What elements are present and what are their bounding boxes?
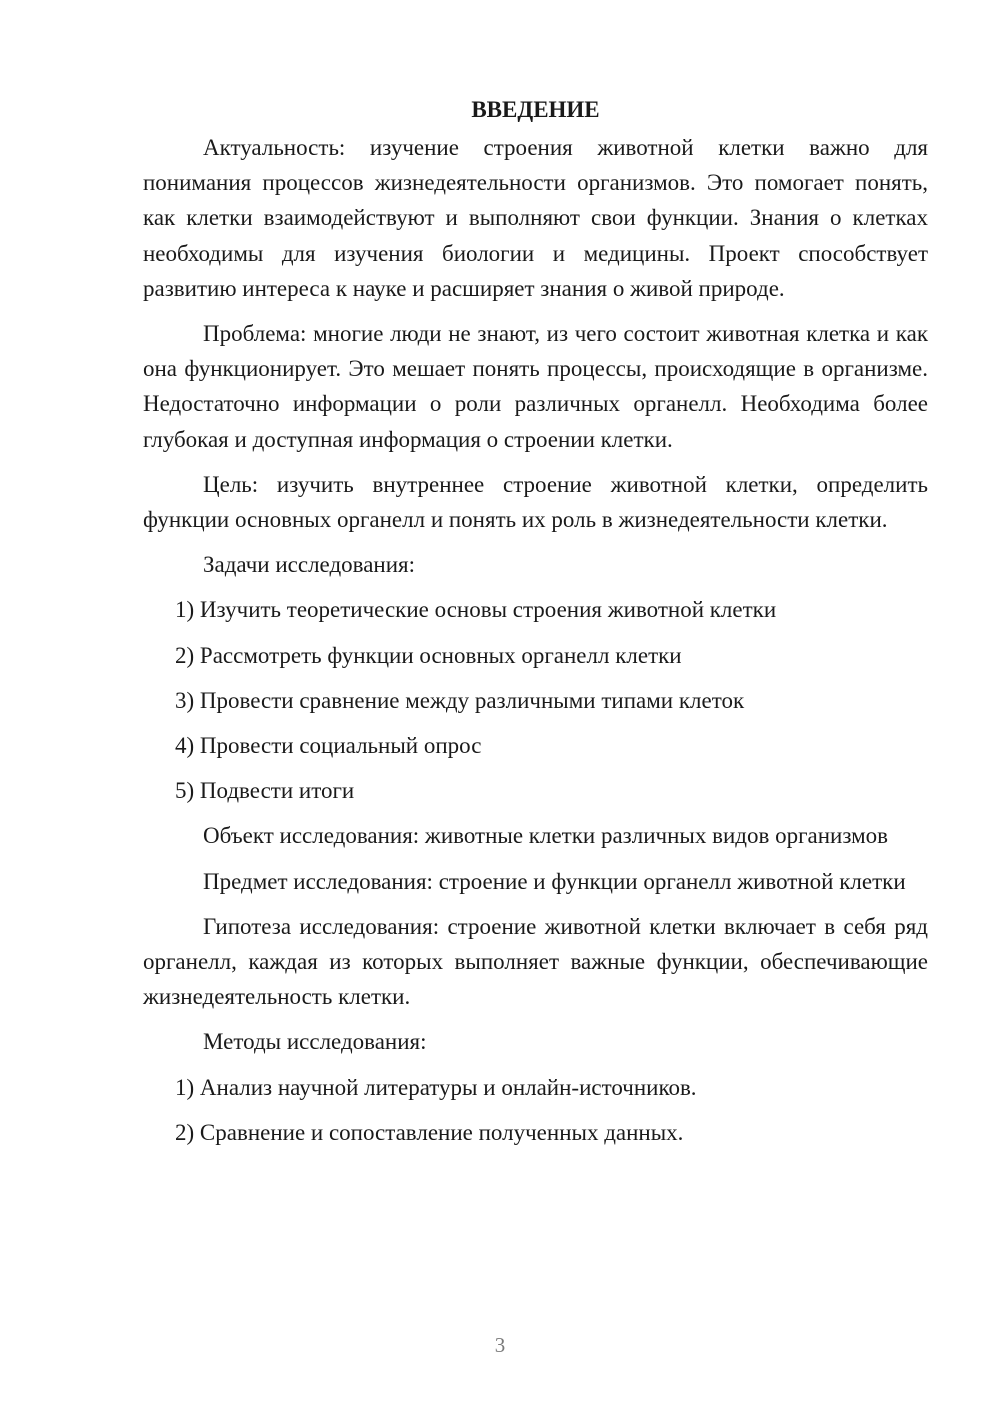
method-item: 1) Анализ научной литературы и онлайн-источников. <box>175 1074 697 1100</box>
task-item: 1) Изучить теоретические основы строения животной клетки <box>175 597 777 623</box>
goal-paragraph: Цель: изучить внутреннее строение животной клетки, определить функции основных органелл и понять их роль в жизнедеятельности клетки. <box>143 471 928 533</box>
section-title: ВВЕДЕНИЕ <box>471 97 600 122</box>
relevance-paragraph: Актуальность: изучение строения животной клетки важно для понимания процессов жизнедеятельности организмов. Это помогает понять, как клетки взаимодействуют и выполняют свои функции. Знания о клетках необходимы для изучения биологии и медицины. Проект способствует развитию интереса к науке и расширяет знания о живой природе. <box>143 135 928 301</box>
page-number: 3 <box>494 1333 506 1357</box>
task-item: 3) Провести сравнение между различными типами клеток <box>175 687 745 713</box>
task-item: 5) Подвести итоги <box>175 778 355 804</box>
problem-paragraph: Проблема: многие люди не знают, из чего состоит животная клетка и как она функционирует. Это мешает понять процессы, происходящие в организме. Недостаточно информации о роли различных органелл. Необходима более глубокая и доступная информация о строении клетки. <box>143 321 928 452</box>
document-page <box>143 92 928 1160</box>
tasks-heading: Задачи исследования: <box>203 552 416 578</box>
task-item: 2) Рассмотреть функции основных органелл клетки <box>175 642 682 668</box>
subject-paragraph: Предмет исследования: строение и функции органелл животной клетки <box>203 868 906 894</box>
hypothesis-paragraph: Гипотеза исследования: строение животной клетки включает в себя ряд органелл, каждая из которых выполняет важные функции, обеспечивающие жизнедеятельность клетки. <box>143 913 928 1010</box>
methods-list <box>143 1070 928 1150</box>
task-item: 4) Провести социальный опрос <box>175 733 482 759</box>
object-paragraph: Объект исследования: животные клетки различных видов организмов <box>203 823 889 849</box>
methods-heading: Методы исследования: <box>203 1029 427 1055</box>
tasks-list <box>143 592 928 808</box>
method-item: 2) Сравнение и сопоставление полученных данных. <box>175 1119 684 1145</box>
